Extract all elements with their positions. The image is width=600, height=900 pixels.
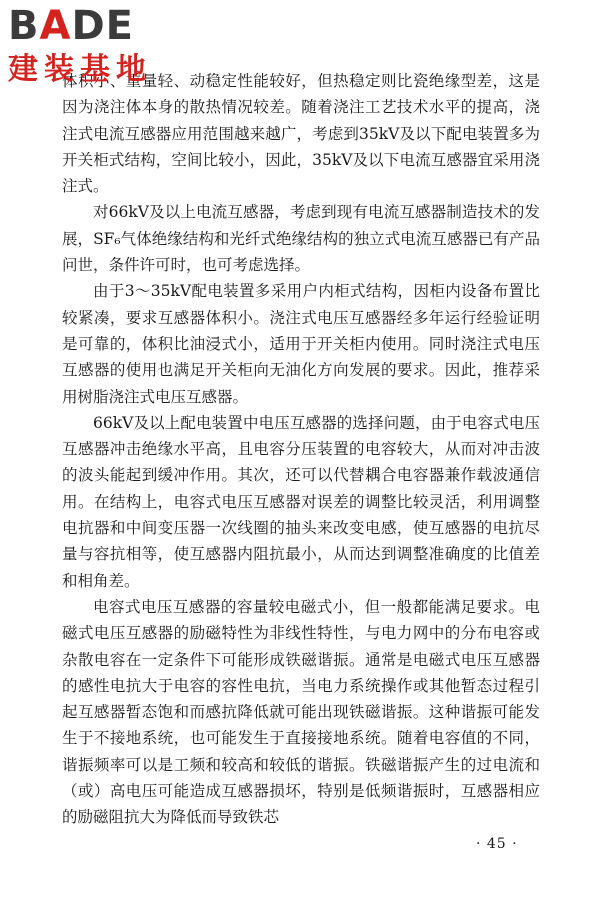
paragraph-5: 电容式电压互感器的容量较电磁式小，但一般都能满足要求。电磁式电压互感器的励磁特性为非线性特性，与电力网中的分布电容或杂散电容在一定条件下可能形成铁磁谐振。通常是电磁式电压互感器的感性电抗大于电容的容性电抗，当电力系统操作或其他暂态过程引起互感器暂态饱和而感抗降低就可能出现铁磁谐振。这种谐振可能发生于不接地系统，也可能发生于直接接地系统。随着电容值的不同，谐振频率可以是工频和较高和较低的谐振。铁磁谐振产生的过电流和（或）高电压可能造成互感器损坏，特别是低频谐振时，互感器相应的励磁阻抗大为降低而导致铁芯	[62, 597, 540, 827]
paragraph-2: 对66kV及以上电流互感器，考虑到现有电流互感器制造技术的发展，SF₆气体绝缘结构和光纤式绝缘结构的独立式电流互感器已有产品问世，条件许可时，也可考虑选择。	[62, 203, 540, 275]
paragraph-1: 体积小、重量轻、动稳定性能较好，但热稳定则比瓷绝缘型差，这是因为浇注体本身的散热情况较差。随着浇注工艺技术水平的提高，浇注式电流互感器应用范围越来越广，考虑到35kV及以下配电装置多为开关柜式结构，空间比较小，因此，35kV及以下电流互感器宜采用浇注式。	[62, 72, 540, 196]
watermark-brand	[8, 3, 178, 49]
paragraph-3: 由于3～35kV配电装置多采用户内柜式结构，因柜内设备布置比较紧凑，要求互感器体积小。浇注式电压互感器经多年运行经验证明是可靠的，体积比油浸式小，适用于开关柜内使用。同时浇注式电压互感器的使用也满足开关柜向无油化方向发展的要求。因此，推荐采用树脂浇注式电压互感器。	[62, 282, 540, 406]
page-number: · 45 ·	[476, 836, 518, 852]
watermark-subtitle: 建装基地	[8, 52, 152, 87]
watermark-brand-b: B	[8, 3, 40, 49]
watermark-brand-rest: DE	[71, 3, 134, 49]
watermark-brand-a: A	[39, 3, 72, 49]
paragraph-4: 66kV及以上配电装置中电压互感器的选择问题，由于电容式电压互感器冲击绝缘水平高，且电容分压装置的电容较大，从而对冲击波的波头能起到缓冲作用。其次，还可以代替耦合电容器兼作载波通信用。在结构上，电容式电压互感器对误差的调整比较灵活，利用调整电抗器和中间变压器一次线圈的抽头来改变电感，使互感器的电抗尽量与容抗相等，使互感器内阻抗最小，从而达到调整准确度的比值差和相角差。	[62, 413, 540, 590]
page-body	[62, 68, 540, 831]
